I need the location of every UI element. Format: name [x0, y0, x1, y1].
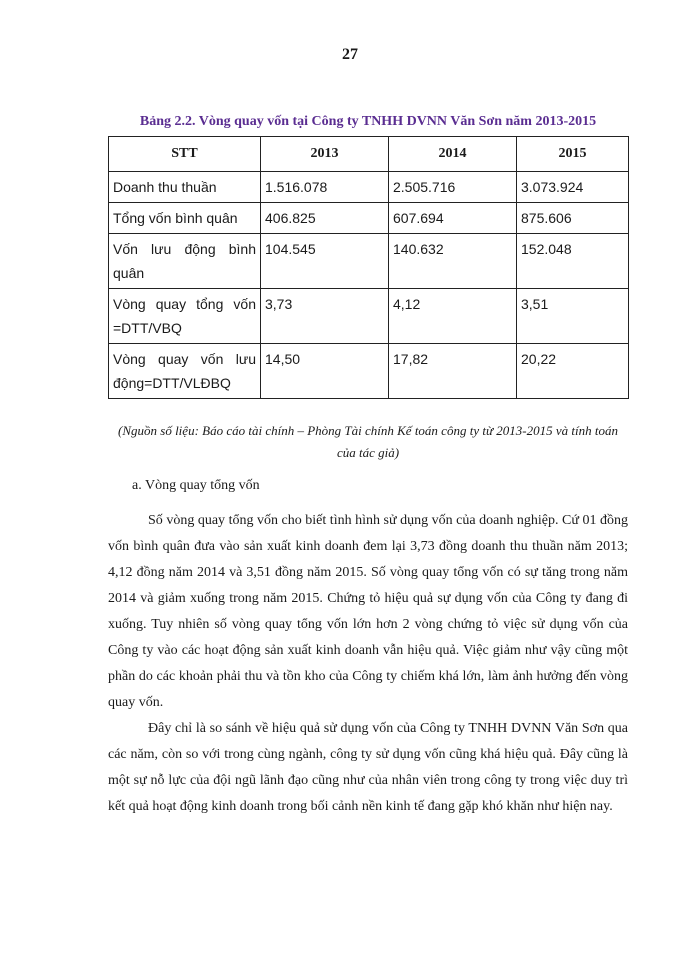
row-label: Tổng vốn bình quân: [109, 203, 261, 234]
cell-value: 1.516.078: [261, 172, 389, 203]
cell-value: 152.048: [517, 234, 629, 289]
table-source-note: (Nguồn số liệu: Báo cáo tài chính – Phòng Tài chính Kế toán công ty từ 2013-2015 và tính toán của tác giả): [118, 423, 618, 460]
column-header-2015: 2015: [517, 137, 629, 172]
row-label: Vốn lưu động bình quân: [109, 234, 261, 289]
cell-value: 4,12: [389, 289, 517, 344]
cell-value: 875.606: [517, 203, 629, 234]
cell-value: 2.505.716: [389, 172, 517, 203]
table-header-row: [109, 137, 629, 172]
table-caption: Bảng 2.2. Vòng quay vốn tại Công ty TNHH DVNN Văn Sơn năm 2013-2015: [139, 114, 597, 129]
cell-value: 3,51: [517, 289, 629, 344]
column-header-stt: STT: [109, 137, 261, 172]
cell-value: 140.632: [389, 234, 517, 289]
cell-value: 607.694: [389, 203, 517, 234]
capital-turnover-table: [108, 136, 629, 399]
table-row: [109, 234, 629, 289]
cell-value: 14,50: [261, 344, 389, 399]
cell-value: 3,73: [261, 289, 389, 344]
cell-value: 3.073.924: [517, 172, 629, 203]
row-label: Vòng quay tổng vốn =DTT/VBQ: [109, 289, 261, 344]
table-row: [109, 289, 629, 344]
table-row: [109, 203, 629, 234]
cell-value: 406.825: [261, 203, 389, 234]
column-header-2013: 2013: [261, 137, 389, 172]
row-label: Vòng quay vốn lưu động=DTT/VLĐBQ: [109, 344, 261, 399]
body-paragraph: Số vòng quay tổng vốn cho biết tình hình sử dụng vốn của doanh nghiệp. Cứ 01 đồng vốn bình quân đưa vào sản xuất kinh doanh đem lại 3,73 đồng doanh thu thuần năm 2013; 4,12 đồng năm 2014 và 3,51 đồng năm 2015. Số vòng quay tổng vốn có sự tăng trong năm 2014 và giảm xuống trong năm 2015. Chứng tỏ hiệu quả sự dụng vốn của Công ty đang đi xuống. Tuy nhiên số vòng quay tổng vốn lớn hơn 2 vòng chứng tỏ việc sử dụng vốn của Công ty vào các hoạt động sản xuất kinh doanh vẫn hiệu quả. Việc giảm như vậy cũng một phần do các khoản phải thu và tồn kho của Công ty chiếm khá lớn, làm ảnh hưởng đến vòng quay vốn.: [108, 513, 628, 710]
table-row: [109, 172, 629, 203]
table-row: [109, 344, 629, 399]
page-number: 27: [342, 46, 358, 63]
cell-value: 20,22: [517, 344, 629, 399]
row-label: Doanh thu thuần: [109, 172, 261, 203]
section-heading: a. Vòng quay tổng vốn: [132, 478, 260, 493]
cell-value: 104.545: [261, 234, 389, 289]
cell-value: 17,82: [389, 344, 517, 399]
column-header-2014: 2014: [389, 137, 517, 172]
body-paragraph: Đây chỉ là so sánh về hiệu quả sử dụng vốn của Công ty TNHH DVNN Văn Sơn qua các năm, còn so với trong cùng ngành, công ty sử dụng vốn cũng khá hiệu quả. Đây cũng là một sự nỗ lực của đội ngũ lãnh đạo cũng như của nhân viên trong công ty trong việc duy trì kết quả hoạt động kinh doanh trong bối cảnh nền kinh tế đang gặp khó khăn như hiện nay.: [108, 721, 628, 814]
